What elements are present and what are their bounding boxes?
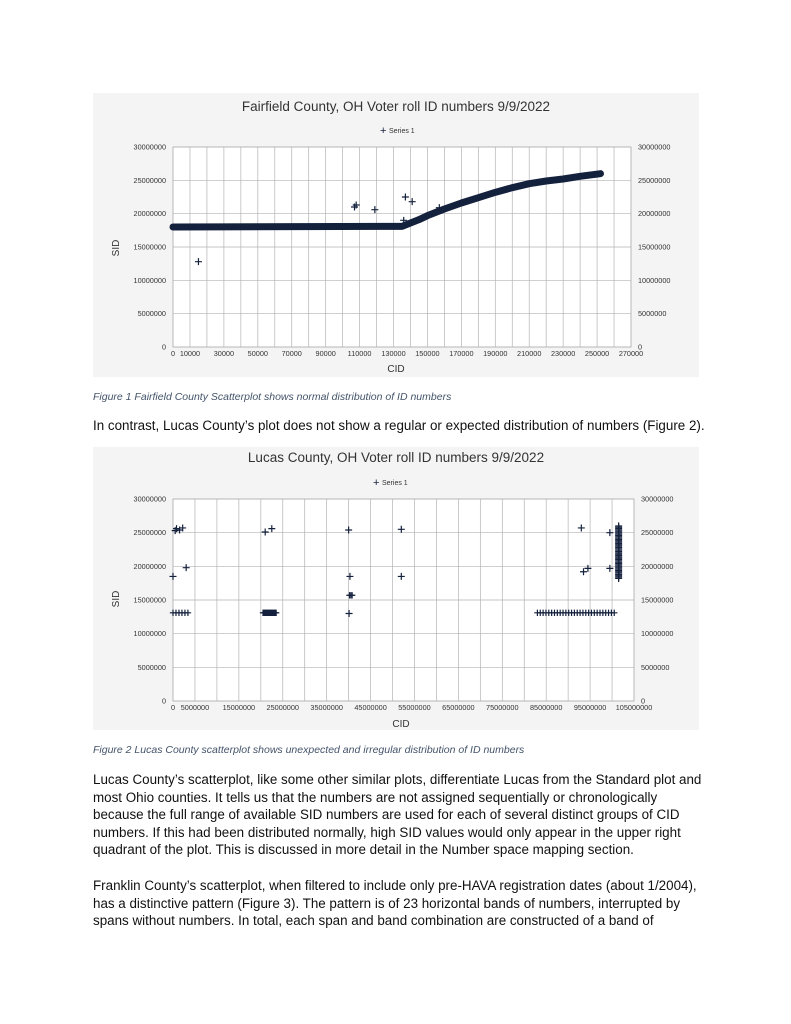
chart1-x-tick-label: 0 [170,349,176,358]
lucas-chart-svg [93,447,699,730]
chart1-x-tick-label: 110000 [347,349,372,358]
chart1-y-tick-label-right: 5000000 [638,309,667,319]
chart2-legend-marker: + [373,477,380,489]
chart1-y-tick-label-left: 10000000 [133,275,166,285]
fairfield-scatterplot [93,93,699,377]
chart2-x-tick-label: 35000000 [310,703,343,712]
chart2-ylabel: SID [111,590,122,608]
chart2-xlabel: CID [392,719,410,730]
chart2-legend-label: Series 1 [382,480,408,487]
chart1-y-tick-label-left: 0 [161,342,166,352]
chart2-x-tick-label: 105000000 [615,703,653,712]
chart2-y-tick-label-left: 0 [161,696,166,706]
chart1-y-tick-label-right: 0 [638,342,643,352]
chart1-y-tick-label-right: 15000000 [638,242,671,252]
chart1-x-tick-label: 70000 [281,349,302,358]
chart1-x-tick-label: 170000 [449,349,474,358]
chart1-y-tick-label-right: 30000000 [638,142,671,152]
chart2-x-tick-label: 55000000 [398,703,431,712]
chart1-x-tick-label: 230000 [550,349,576,358]
chart1-y-tick-label-left: 20000000 [133,209,166,219]
chart2-y-tick-label-right: 30000000 [641,494,674,504]
chart2-x-tick-label: 75000000 [486,703,519,712]
chart2-y-tick-label-right: 10000000 [641,629,674,639]
figure-2-caption: Figure 2 Lucas County scatterplot shows unexpected and irregular distribution of ID numbers [93,744,525,756]
chart1-legend-label: Series 1 [389,128,415,135]
lucas-scatterplot [93,447,699,730]
chart1-x-tick-label: 150000 [415,349,440,358]
chart1-x-tick-label: 210000 [517,349,542,358]
chart1-x-tick-label: 10000 [179,349,201,358]
chart2-y-tick-label-left: 15000000 [133,595,166,605]
chart2-y-tick-label-left: 10000000 [133,629,166,639]
chart2-x-tick-label: 85000000 [529,703,563,712]
chart1-y-tick-label-left: 25000000 [133,175,166,185]
chart1-y-tick-label-left: 5000000 [137,309,166,319]
chart1-ylabel: SID [111,239,122,257]
chart2-title: Lucas County, OH Voter roll ID numbers 9/9/2022 [247,450,545,465]
chart2-y-tick-label-right: 25000000 [641,528,674,538]
chart2-x-tick-label: 15000000 [222,703,256,712]
chart1-x-tick-label: 50000 [247,349,268,358]
chart2-y-tick-label-left: 20000000 [133,561,166,571]
chart1-x-tick-label: 270000 [618,349,644,358]
chart1-x-tick-label: 250000 [584,349,610,358]
chart1-x-tick-label: 30000 [213,349,235,358]
chart2-y-tick-label-left: 5000000 [137,662,166,672]
chart1-y-tick-label-right: 10000000 [638,275,671,285]
chart2-x-tick-label: 0 [170,703,176,712]
chart2-x-tick-label: 45000000 [354,703,387,712]
chart2-x-tick-label: 25000000 [266,703,299,712]
chart1-title: Fairfield County, OH Voter roll ID numbers 9/9/2022 [241,99,551,114]
figure-1-caption: Figure 1 Fairfield County Scatterplot shows normal distribution of ID numbers [93,391,452,403]
paragraph-franklin-intro: Franklin County’s scatterplot, when filtered to include only pre-HAVA registration dates (about 1/2004), has a distinctive pattern (Figure 3). The pattern is of 23 horizontal bands of numbers, interrupted by spans without numbers. In total, each span and band combination are constructed of a band of [93,878,697,929]
chart2-y-tick-label-left: 30000000 [133,494,166,504]
chart2-y-tick-label-right: 5000000 [641,662,670,672]
paragraph-lucas-intro: In contrast, Lucas County’s plot does not show a regular or expected distribution of numbers (Figure 2). [93,418,705,433]
chart2-x-tick-label: 65000000 [442,703,475,712]
chart1-legend-marker: + [380,125,387,137]
chart1-x-tick-label: 130000 [381,349,406,358]
chart1-y-tick-label-right: 20000000 [638,209,671,219]
chart1-x-tick-label: 190000 [483,349,508,358]
chart1-y-tick-label-right: 25000000 [638,175,671,185]
fairfield-chart-svg [93,93,699,377]
chart1-xlabel: CID [387,364,405,375]
paragraph-lucas-analysis: Lucas County’s scatterplot, like some other similar plots, differentiate Lucas from the Standard plot and most Ohio counties. It tells us that the numbers are not assigned sequentially or chronologically because the full range of available SID numbers are used for each of several distinct groups of CID numbers. If this had been distributed normally, high SID values would only appear in the upper right quadrant of the plot. This is discussed in more detail in the Number space mapping section. [93,772,702,858]
chart2-y-tick-label-right: 15000000 [641,595,674,605]
chart2-y-tick-label-right: 0 [641,696,646,706]
chart2-x-tick-label: 5000000 [180,703,210,712]
chart2-y-tick-label-left: 25000000 [133,528,166,538]
chart1-y-tick-label-left: 15000000 [133,242,166,252]
chart1-x-tick-label: 90000 [315,349,336,358]
chart2-x-tick-label: 95000000 [573,703,607,712]
chart2-y-tick-label-right: 20000000 [641,561,674,571]
chart1-y-tick-label-left: 30000000 [133,142,166,152]
